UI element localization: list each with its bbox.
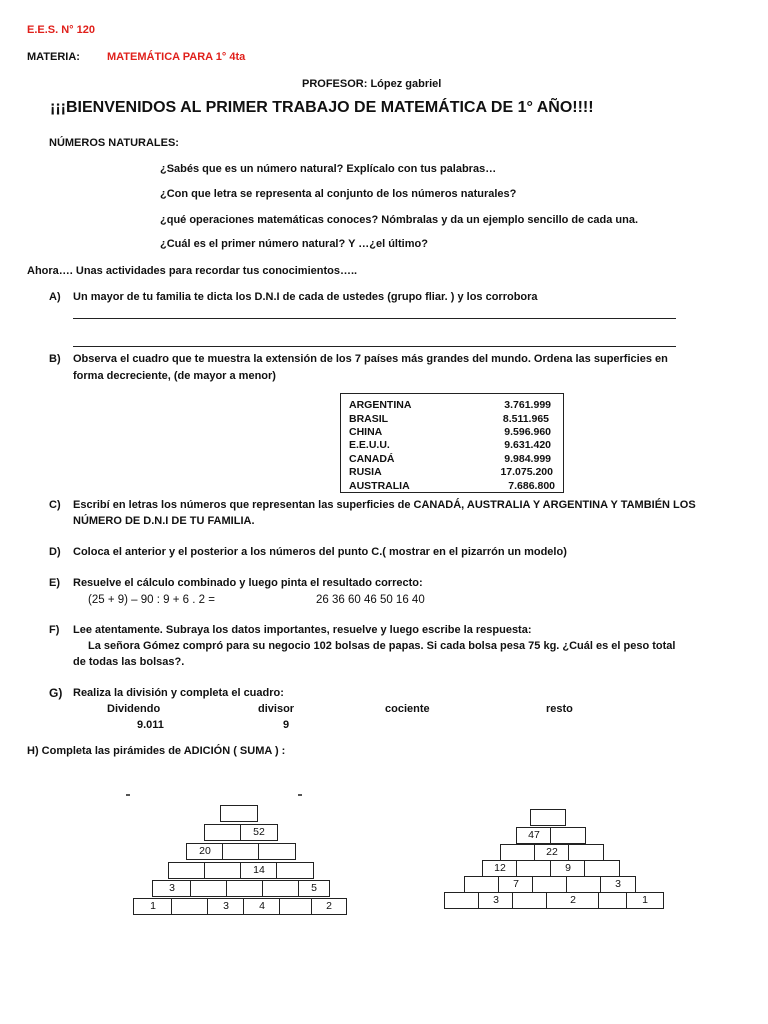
activity-e-label: E) [49,577,60,589]
question-1: ¿Sabés que es un número natural? Explícalo con tus palabras… [160,163,497,175]
pyramid-cell[interactable] [530,809,566,826]
pyramid-cell[interactable] [262,880,300,897]
pyramid-cell[interactable] [598,892,628,909]
pyramid-cell[interactable] [204,824,242,841]
pyramid-cell[interactable]: 3 [600,876,636,893]
table-row [349,480,559,494]
pyramid-cell[interactable] [500,844,536,861]
table-row [349,426,559,440]
pyramid-cell[interactable] [568,844,604,861]
activity-a-text: Un mayor de tu familia te dicta los D.N.I de cada de ustedes (grupo fliar. ) y los corrobora [73,291,538,303]
header-cociente: cociente [385,703,430,715]
pyramid-cell[interactable] [168,862,206,879]
activity-d-text: Coloca el anterior y el posterior a los números del punto C.( mostrar en el pizarrón un modelo) [73,546,567,558]
pyramid-cell[interactable]: 14 [240,862,278,879]
activity-d-label: D) [49,546,61,558]
country-surface: 9.984.999 [504,453,551,465]
activity-c-line1: Escribí en letras los números que representan las superficies de CANADÁ, AUSTRALIA Y ARGENTINA Y TAMBIÉN LOS [73,499,696,511]
country-name: E.E.U.U. [349,439,390,451]
naturales-heading: NÚMEROS NATURALES: [49,137,179,149]
country-surface: 9.631.420 [504,439,551,451]
pyramid-cell[interactable]: 47 [516,827,552,844]
pyramid-cell[interactable] [220,805,258,822]
answer-line [73,318,676,319]
scan-mark [298,794,302,796]
table-row [349,413,559,427]
pyramid-cell[interactable] [258,843,296,860]
pyramid-cell[interactable]: 3 [478,892,514,909]
pyramid-cell[interactable] [532,876,568,893]
country-surface: 3.761.999 [504,399,551,411]
pyramid-cell[interactable] [279,898,313,915]
question-4: ¿Cuál es el primer número natural? Y …¿el último? [160,238,428,250]
page-title: ¡¡¡BIENVENIDOS AL PRIMER TRABAJO DE MATEMÁTICA DE 1° AÑO!!!! [50,99,594,116]
pyramid-cell[interactable] [550,827,586,844]
pyramid-cell[interactable] [190,880,228,897]
pyramid-cell[interactable]: 1 [626,892,664,909]
country-surface: 8.511.965 [502,413,549,425]
activity-f-line3: de todas las bolsas?. [73,656,185,668]
country-name: ARGENTINA [349,399,412,411]
pyramid-cell[interactable] [444,892,480,909]
header-resto: resto [546,703,573,715]
activity-f-label: F) [49,624,60,636]
pyramid-cell[interactable]: 3 [207,898,245,915]
activity-b-label: B) [49,353,61,365]
table-row [349,466,559,480]
country-name: AUSTRALIA [349,480,410,492]
pyramid-cell[interactable]: 1 [133,898,173,915]
country-name: CHINA [349,426,383,438]
pyramid-cell[interactable] [171,898,209,915]
pyramid-cell[interactable]: 2 [546,892,600,909]
pyramid-cell[interactable] [584,860,620,877]
pyramid-cell[interactable]: 2 [311,898,347,915]
country-name: CANADÁ [349,453,395,465]
activity-f-line1: Lee atentamente. Subraya los datos importantes, resuelve y luego escribe la respuesta: [73,624,532,636]
activity-a-label: A) [49,291,61,303]
surface-table [340,393,564,493]
expression: (25 + 9) – 90 : 9 + 6 . 2 = [88,594,215,606]
pyramid-cell[interactable]: 3 [152,880,192,897]
pyramid-cell[interactable]: 52 [240,824,278,841]
activity-h-text: H) Completa las pirámides de ADICIÓN ( SUMA ) : [27,745,286,757]
pyramid-cell[interactable]: 9 [550,860,586,877]
header-divisor: divisor [258,703,295,715]
intro-text: Ahora…. Unas actividades para recordar tus conocimientos….. [27,265,358,277]
pyramid-cell[interactable] [276,862,314,879]
pyramid-cell[interactable] [226,880,264,897]
pyramid-cell[interactable] [566,876,602,893]
pyramid-cell[interactable]: 7 [498,876,534,893]
pyramid-cell[interactable] [204,862,242,879]
activity-f-line2: La señora Gómez compró para su negocio 102 bolsas de papas. Si cada bolsa pesa 75 kg. ¿Cuál es el peso total [88,640,676,652]
pyramid-cell[interactable]: 5 [298,880,330,897]
profesor: PROFESOR: López gabriel [302,78,442,90]
pyramid-cell[interactable]: 22 [534,844,570,861]
question-2: ¿Con que letra se representa al conjunto de los números naturales? [160,188,517,200]
header-dividendo: Dividendo [107,703,161,715]
country-surface: 9.596.960 [504,426,551,438]
pyramid-cell[interactable] [516,860,552,877]
pyramid-cell[interactable]: 12 [482,860,518,877]
pyramid-cell[interactable] [512,892,548,909]
materia-label: MATERIA: [27,51,80,63]
table-row [349,399,559,413]
country-surface: 7.686.800 [508,480,555,492]
result-options: 26 36 60 46 50 16 40 [316,594,425,606]
activity-b-line1: Observa el cuadro que te muestra la extensión de los 7 países más grandes del mundo. Ordena las superficies en [73,353,668,365]
scan-mark [126,794,130,796]
activity-g-text: Realiza la división y completa el cuadro: [73,687,284,699]
activity-e-text: Resuelve el cálculo combinado y luego pinta el resultado correcto: [73,577,423,589]
materia-value: MATEMÁTICA PARA 1° 4ta [107,51,246,63]
country-name: RUSIA [349,466,382,478]
table-row [349,439,559,453]
answer-line [73,346,676,347]
activity-c-label: C) [49,499,61,511]
activity-g-label: G) [49,686,63,700]
country-surface: 17.075.200 [500,466,553,478]
dividendo-value: 9.011 [137,719,164,731]
country-name: BRASIL [349,413,389,425]
activity-b-line2: forma decreciente, (de mayor a menor) [73,370,276,382]
activity-c-line2: NÚMERO DE D.N.I DE TU FAMILIA. [73,515,255,527]
pyramid-cell[interactable] [464,876,500,893]
pyramid-cell[interactable] [222,843,260,860]
school-name: E.E.S. N° 120 [27,24,95,36]
pyramid-cell[interactable]: 4 [243,898,281,915]
divisor-value: 9 [283,719,290,731]
pyramid-cell[interactable]: 20 [186,843,224,860]
table-row [349,453,559,467]
question-3: ¿qué operaciones matemáticas conoces? Nómbralas y da un ejemplo sencillo de cada una. [160,214,639,226]
